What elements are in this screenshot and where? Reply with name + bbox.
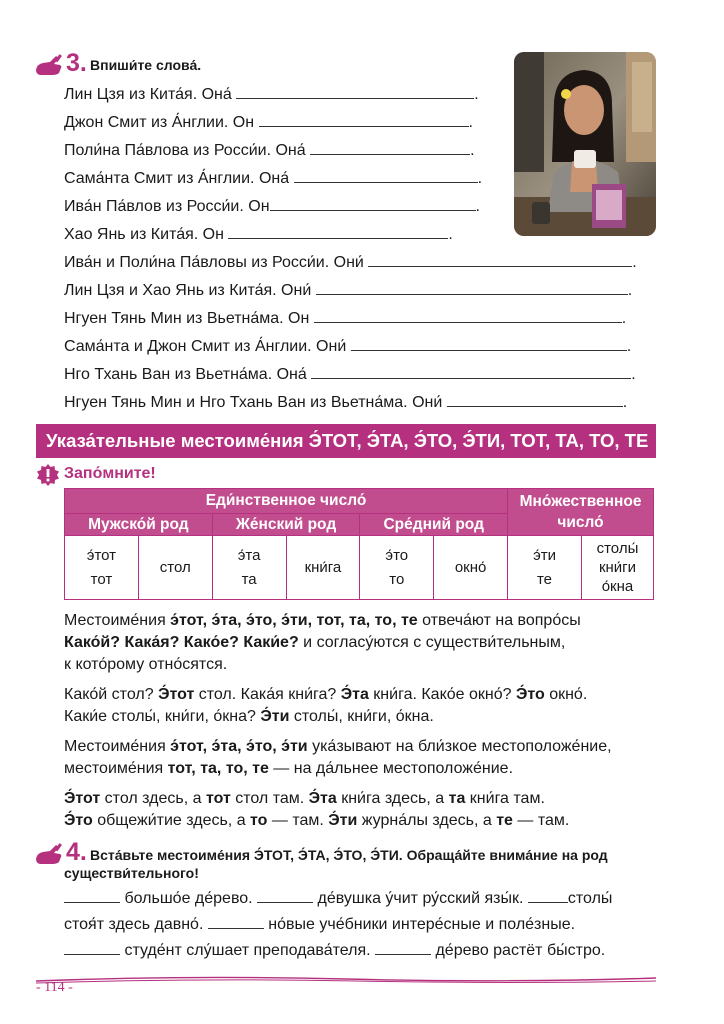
cell-masc-noun: стол	[138, 536, 212, 600]
example-line: Э́то общежи́тие здесь, а то — там. Э́ти журна́лы здесь, а те — там.	[64, 812, 570, 829]
rule-paragraph-line: Местоиме́ния э́тот, э́та, э́то, э́ти ука́зывают на бли́зкое местоположе́ние,	[64, 738, 612, 755]
answer-blank[interactable]	[228, 222, 448, 239]
header-feminine: Же́нский род	[212, 514, 360, 536]
answer-blank[interactable]	[375, 938, 431, 955]
header-singular: Еди́нственное число́	[65, 489, 508, 514]
answer-blank[interactable]	[64, 938, 120, 955]
exercise-3-item: Нгуен Тянь Мин и Нго Тхань Ван из Вьетна́ма. Они́ .	[64, 390, 627, 414]
answer-blank[interactable]	[351, 334, 627, 351]
exercise-3-item: Ива́н Па́влов из Росси́и. Он .	[64, 194, 480, 218]
cell-neut-noun: окно́	[434, 536, 508, 600]
writing-hand-icon	[34, 54, 64, 76]
exercise-3-item: Нгуен Тянь Мин из Вьетна́ма. Он .	[64, 306, 626, 330]
cell-masc-pronouns: э́тот тот	[65, 536, 139, 600]
exercise-3-item: Поли́на Па́влова из Росси́и. Она́ .	[64, 138, 475, 162]
answer-blank[interactable]	[311, 362, 631, 379]
answer-blank[interactable]	[447, 390, 623, 407]
pronoun-table	[64, 488, 654, 600]
exercise-3-item: Сама́нта и Джон Смит из А́нглии. Они́ .	[64, 334, 631, 358]
answer-blank[interactable]	[64, 886, 120, 903]
exercise-4-instruction: существи́тельного!	[64, 865, 199, 881]
header-plural: Мно́жественное число́	[508, 489, 654, 536]
writing-hand-icon	[34, 843, 64, 865]
exercise-4-instruction: Вста́вьте местоиме́ния Э́ТОТ, Э́ТА, Э́ТО, Э́ТИ. Обраща́йте внима́ние на род	[90, 847, 608, 863]
exercise-4-item: стоя́т здесь давно́. но́вые уче́бники интере́сные и поле́зные.	[64, 912, 575, 936]
exercise-4-number: 4.	[66, 838, 87, 866]
exercise-3-item: Лин Цзя из Кита́я. Она́ .	[64, 82, 479, 106]
exercise-3-number: 3.	[66, 49, 87, 77]
example-line: Э́тот стол здесь, а тот стол там. Э́та кни́га здесь, а та кни́га там.	[64, 790, 545, 807]
exercise-3-item: Хао Янь из Кита́я. Он .	[64, 222, 453, 246]
rule-paragraph-line: Како́й? Кака́я? Како́е? Каки́е? и согласу́ются с существи́тельным,	[64, 634, 566, 651]
header-masculine: Мужско́й род	[65, 514, 213, 536]
exercise-3-instruction: Впиши́те слова́.	[90, 57, 202, 73]
header-neuter: Сре́дний род	[360, 514, 508, 536]
exercise-3-item: Сама́нта Смит из А́нглии. Она́ .	[64, 166, 482, 190]
cell-plural-pronouns: э́ти те	[508, 536, 582, 600]
exclamation-icon	[36, 463, 60, 487]
answer-blank[interactable]	[236, 82, 474, 99]
example-line: Каки́е столы́, кни́ги, о́кна? Э́ти столы́, кни́ги, о́кна.	[64, 708, 434, 725]
answer-blank[interactable]	[270, 194, 476, 211]
exercise-4-item: студе́нт слу́шает преподава́теля. де́рево растёт бы́стро.	[64, 938, 605, 962]
section-banner-title: Указа́тельные местоиме́ния Э́ТОТ, Э́ТА, Э́ТО, Э́ТИ, ТОТ, ТА, ТО, ТЕ	[36, 424, 656, 458]
exercise-4-item: большо́е де́рево. де́вушка у́чит ру́сский язы́к. столы́	[64, 886, 612, 910]
answer-blank[interactable]	[259, 110, 469, 127]
exercise-3-item: Ива́н и Поли́на Па́вловы из Росси́и. Они́ .	[64, 250, 637, 274]
cell-fem-pronouns: э́та та	[212, 536, 286, 600]
cell-neut-pronouns: э́то то	[360, 536, 434, 600]
page-number: - 114 -	[36, 980, 73, 995]
answer-blank[interactable]	[314, 306, 622, 323]
example-line: Како́й стол? Э́тот стол. Кака́я кни́га? Э́та кни́га. Како́е окно́? Э́то окно́.	[64, 686, 588, 703]
cell-plural-nouns: столы́ кни́ги о́кна	[581, 536, 653, 600]
answer-blank[interactable]	[294, 166, 478, 183]
photo-woman-with-cup	[514, 52, 656, 236]
exercise-3-item: Нго Тхань Ван из Вьетна́ма. Она́ .	[64, 362, 636, 386]
rule-paragraph-line: к кото́рому отно́сятся.	[64, 656, 228, 673]
exercise-3-item: Джон Смит из А́нглии. Он .	[64, 110, 473, 134]
remember-label: Запо́мните!	[64, 465, 156, 482]
answer-blank[interactable]	[208, 912, 264, 929]
rule-paragraph-line: местоиме́ния тот, та, то, те — на да́льнее местоположе́ние.	[64, 760, 514, 777]
footer-wave-decoration	[36, 972, 656, 986]
rule-paragraph-line: Местоиме́ния э́тот, э́та, э́то, э́ти, тот, та, то, те отвеча́ют на вопро́сы	[64, 612, 581, 629]
exercise-3-item: Лин Цзя и Хао Янь из Кита́я. Они́ .	[64, 278, 632, 302]
answer-blank[interactable]	[316, 278, 628, 295]
cell-fem-noun: кни́га	[286, 536, 360, 600]
answer-blank[interactable]	[528, 886, 568, 903]
answer-blank[interactable]	[368, 250, 632, 267]
answer-blank[interactable]	[257, 886, 313, 903]
answer-blank[interactable]	[310, 138, 470, 155]
